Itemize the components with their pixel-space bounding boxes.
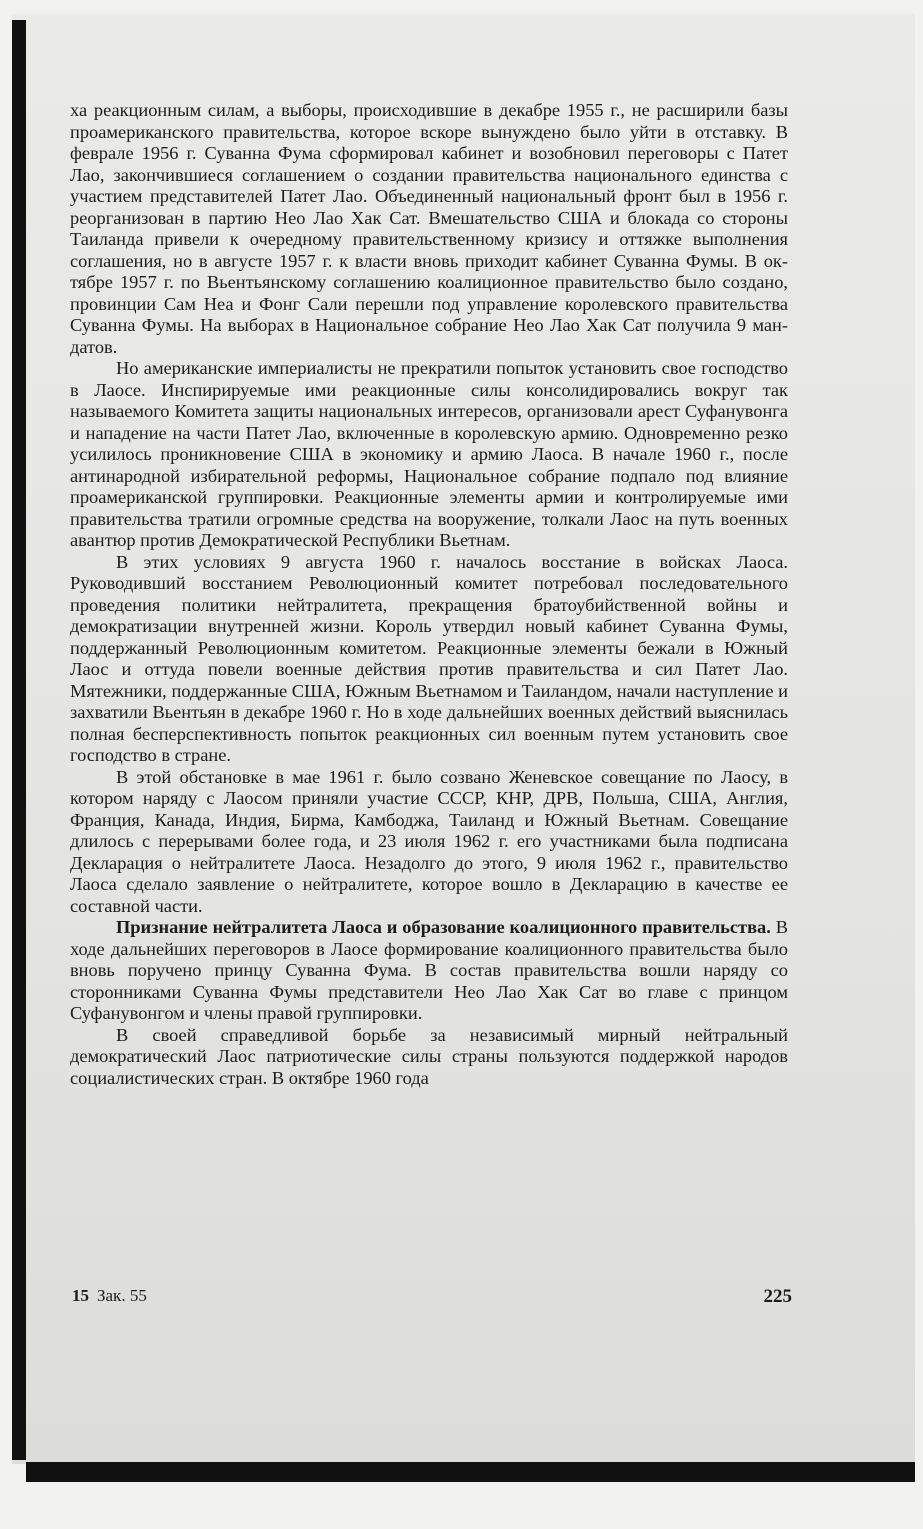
scan-left-edge	[12, 20, 26, 1460]
section-heading: Признание нейтралитета Лаоса и образование коалиционного правительства.	[116, 917, 771, 937]
paragraph-2-text: Но американские империалисты не прекратили попыток установить свое господство в Лаосе. Инспирируемые ими реакционные силы консолидировались вокруг так называемого Комитета защиты национальных интересов, организовали арест Суфанувонга и нападение на части Патет Лао, включенные в королевскую армию. Одновременно резко усилилось проникновение США в экономику и армию Лаоса. В начале 1960 г., после антинародной избирательной реформы, Национальное собрание подпало под влияние проамериканской группировки. Реакционные элементы армии и контролируемые ими правительства тратили огромные средства на вооружение, толкали Лаос на путь военных авантюр против Демократической Республики Вьетнам.	[70, 358, 788, 550]
body-text	[70, 100, 788, 1089]
paragraph-2	[70, 358, 788, 552]
paragraph-1	[70, 100, 788, 358]
page-number: 225	[763, 1286, 792, 1307]
paragraph-3	[70, 552, 788, 767]
scan-bottom-edge	[26, 1462, 915, 1482]
paragraph-5-text: В ходе дальнейших переговоров в Лаосе формирование коалиционного правительства было вновь поручено принцу Суванна Фума. В состав правительства вошли наряду со сторонниками Суванна Фумы представители Нео Лао Хак Сат во главе с принцом Суфанувонгом и члены правой группировки.	[70, 917, 788, 1023]
paragraph-4	[70, 767, 788, 918]
signature-text: Зак. 55	[97, 1286, 147, 1305]
paragraph-6-text: В своей справедливой борьбе за независимый мирный нейтральный демократический Лаос патриотические силы страны пользуются поддержкой народов социалистических стран. В октябре 1960 года	[70, 1024, 788, 1088]
paragraph-1-text: ха реакционным силам, а выборы, происходившие в декабре 1955 г., не расширили базы проамериканского правительства, которое вскоре вынуждено было уйти в отставку. В феврале 1956 г. Суванна Фума сформировал кабинет и возобновил переговоры с Патет Лао, закончившиеся соглашением о создании правительства национального единства с участием представителей Патет Лао. Объединенный национальный фронт был в 1956 г. реорганизован в партию Нео Лао Хак Сат. Вмешательство США и блокада со стороны Таиланда привели к очередному правительственному кризису и оттяжке выполнения соглашения, но в августе 1957 г. к власти вновь приходит кабинет Суванна Фумы. В октябре 1957 г. по Вьентьянскому соглашению коалиционное правительство было создано, провинции Сам Неа и Фонг Сали перешли под управление королевского правительства Суванна Фумы. На выборах в Национальное собрание Нео Лао Хак Сат получила 9 мандатов.	[70, 100, 788, 357]
paragraph-5	[70, 917, 788, 1025]
signature-number: 15	[72, 1286, 89, 1305]
paragraph-3-text: В этих условиях 9 августа 1960 г. началось восстание в войсках Лаоса. Руководивший восстанием Революционный комитет потребовал последовательного проведения политики нейтралитета, прекращения братоубийственной войны и демократизации внутренней жизни. Король утвердил новый кабинет Суванна Фумы, поддержанный Революционным комитетом. Реакционные элементы бежали в Южный Лаос и оттуда повели военные действия против правительства и сил Патет Лао. Мятежники, поддержанные США, Южным Вьетнамом и Таиландом, начали наступление и захватили Вьентьян в декабре 1960 г. Но в ходе дальнейших военных действий выяснилась полная бесперспективность попыток реакционных сил военным путем установить свое господство в стране.	[70, 551, 788, 765]
paragraph-4-text: В этой обстановке в мае 1961 г. было созвано Женевское совещание по Лаосу, в котором наряду с Лаосом приняли участие СССР, КНР, ДРВ, Польша, США, Англия, Франция, Канада, Индия, Бирма, Камбоджа, Таиланд и Южный Вьетнам. Совещание длилось с перерывами более года, и 23 июля 1962 г. его участниками была подписана Декларация о нейтралитете Лаоса. Незадолго до этого, 9 июля 1962 г., правительство Лаоса сделало заявление о нейтралитете, которое вошло в Декларацию в качестве ее составной части.	[70, 766, 788, 916]
printer-signature	[72, 1286, 147, 1306]
paragraph-6	[70, 1025, 788, 1090]
